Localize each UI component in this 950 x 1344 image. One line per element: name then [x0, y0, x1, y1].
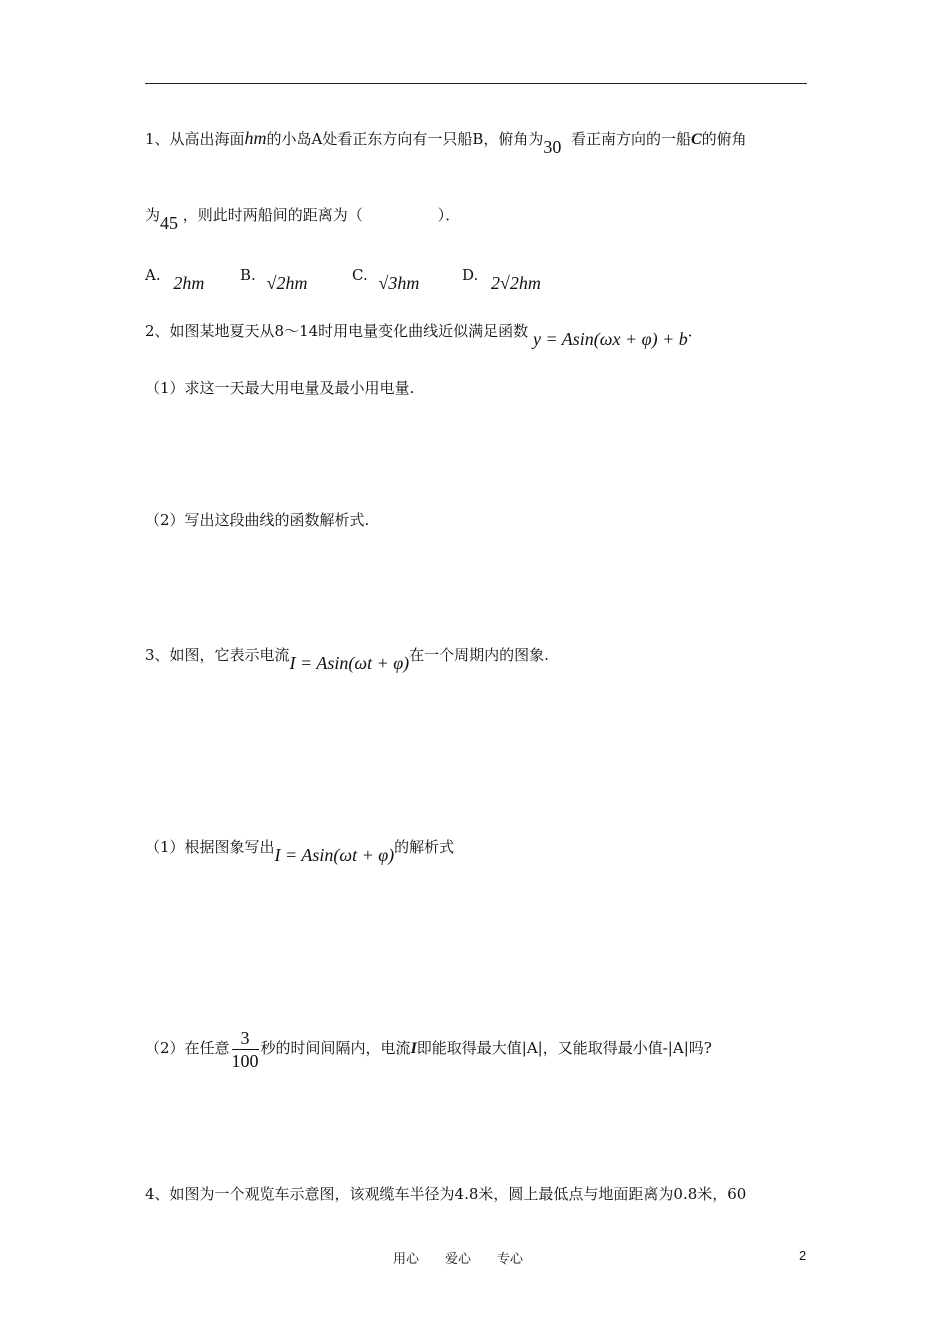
- q1-text-c: 看正南方向的一船: [570, 130, 691, 148]
- option-b-value: √2hm: [266, 273, 308, 293]
- q2-part2: [145, 510, 369, 530]
- q1-options: [145, 264, 805, 300]
- q3-part2: [145, 1024, 712, 1073]
- option-d: [462, 264, 541, 293]
- q3-line: [145, 644, 549, 673]
- q1-angle2: 45: [160, 213, 179, 233]
- footer-motto: 用心 爱心 专心: [393, 1252, 524, 1267]
- option-c-value: √3hm: [378, 273, 420, 293]
- q3-part1-text-b: 的解析式: [394, 838, 455, 856]
- q1-line2: [145, 204, 461, 233]
- q2-part1-text: （1）求这一天最大用电量及最小用电量.: [145, 379, 415, 397]
- page-number: 2: [799, 1248, 807, 1263]
- q1-text-b: 的小岛A处看正东方向有一只船B，俯角为: [266, 130, 544, 148]
- option-a: [145, 264, 205, 293]
- q3-part1: [145, 836, 455, 865]
- q3-part1-formula: I = Asin(ωt + φ): [274, 845, 395, 865]
- q2-line: [145, 320, 703, 349]
- q3-text-a: 3、如图，它表示电流: [145, 646, 290, 664]
- header-rule: [145, 83, 807, 84]
- option-a-value: 2hm: [173, 273, 205, 293]
- q3-part2-text-a: （2）在任意: [145, 1039, 230, 1057]
- q3-current-var: I: [410, 1040, 417, 1057]
- option-c-label: C.: [352, 266, 368, 284]
- q1-text-e: 为: [145, 206, 161, 224]
- fraction-denominator: 100: [231, 1050, 259, 1071]
- option-b-label: B.: [240, 266, 256, 284]
- q2-formula: y = Asin(ωx + φ) + b: [532, 329, 688, 349]
- q3-part2-text-c: 即能取得最大值|A|，又能取得最小值-|A|吗?: [416, 1039, 712, 1057]
- option-d-value: 2√2hm: [491, 273, 541, 293]
- q3-fraction: [232, 1027, 259, 1072]
- q2-part1: [145, 378, 414, 398]
- q3-part1-text-a: （1）根据图象写出: [145, 838, 275, 856]
- q3-text-b: 在一个周期内的图象.: [409, 646, 549, 664]
- q4-line: [145, 1184, 746, 1204]
- option-b: [240, 264, 308, 293]
- option-c: [352, 264, 420, 293]
- q4-text: 4、如图为一个观览车示意图，该观缆车半径为4.8米，圆上最低点与地面距离为0.8米，60: [145, 1185, 747, 1203]
- q2-end: ．: [687, 322, 703, 340]
- q1-text-d: 的俯角: [701, 130, 747, 148]
- q3-formula: I = Asin(ωt + φ): [289, 653, 410, 673]
- q1-text-a: 1、从高出海面: [145, 130, 245, 148]
- q1-text-f: ，则此时两船间的距离为（ ）．: [182, 206, 461, 224]
- q1-height-var: hm: [244, 128, 267, 148]
- q2-text: 2、如图某地夏天从8～14时用电量变化曲线近似满足函数: [145, 322, 529, 340]
- q1-line1: [145, 128, 747, 157]
- option-a-label: A.: [145, 266, 161, 284]
- option-d-label: D.: [462, 266, 479, 284]
- q1-ship-c: C: [690, 131, 702, 148]
- fraction-numerator: 3: [232, 1027, 259, 1050]
- q2-part2-text: （2）写出这段曲线的函数解析式.: [145, 511, 370, 529]
- q1-angle1: 30: [543, 137, 562, 157]
- q3-part2-text-b: 秒的时间间隔内，电流: [260, 1039, 411, 1057]
